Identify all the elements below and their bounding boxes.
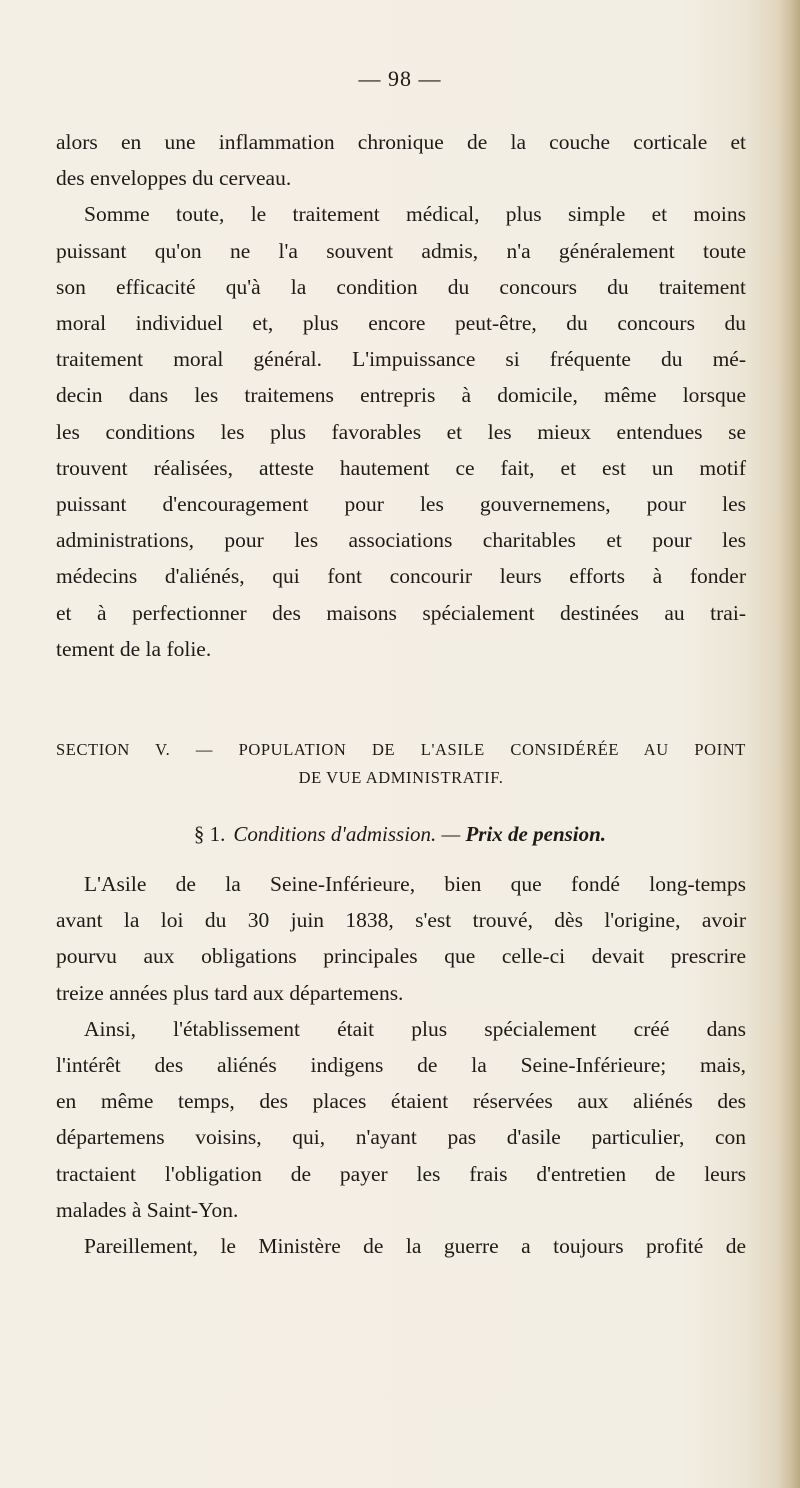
text-line: et à perfectionner des maisons spécialement destinées au trai-	[56, 600, 746, 625]
text-line: tractaient l'obligation de payer les frais d'entretien de leurs	[56, 1161, 746, 1186]
section-heading-line: SECTION V. — POPULATION DE L'ASILE CONSIDÉRÉE AU POINT	[56, 740, 746, 759]
text-line: traitement moral général. L'impuissance si fréquente du mé-	[56, 347, 746, 372]
text-line: trouvent réalisées, atteste hautement ce fait, et est un motif	[56, 455, 746, 480]
text-line: avant la loi du 30 juin 1838, s'est trouvé, dès l'origine, avoir	[56, 908, 746, 933]
page-edge-shadow	[778, 0, 800, 1488]
text-line: Somme toute, le traitement médical, plus simple et moins	[84, 202, 746, 227]
text-line: Pareillement, le Ministère de la guerre a toujours profité de	[84, 1234, 746, 1259]
text-line: alors en une inflammation chronique de la couche corticale et	[56, 130, 746, 154]
text-line: Ainsi, l'établissement était plus spécialement créé dans	[84, 1016, 746, 1041]
text-line: son efficacité qu'à la condition du concours du traitement	[56, 274, 746, 299]
text-line: treize années plus tard aux départemens.	[56, 980, 404, 1005]
page-number: — 98 —	[358, 66, 442, 91]
subsection-title-2: Prix de pension.	[465, 822, 607, 846]
subsection-heading	[0, 822, 800, 847]
text-line: tement de la folie.	[56, 636, 212, 661]
subsection-title: Conditions d'admission.	[233, 822, 437, 846]
section-heading-line: DE VUE ADMINISTRATIF.	[298, 768, 504, 787]
section-sign: § 1.	[193, 822, 226, 846]
text-line: pourvu aux obligations principales que celle-ci devait prescrire	[56, 944, 746, 969]
text-line: puissant d'encouragement pour les gouvernemens, pour les	[56, 492, 746, 517]
section-heading	[56, 736, 746, 792]
text-line: puissant qu'on ne l'a souvent admis, n'a généralement toute	[56, 238, 746, 263]
text-line: malades à Saint-Yon.	[56, 1197, 239, 1222]
text-line: administrations, pour les associations charitables et pour les	[56, 528, 746, 553]
text-line: l'intérêt des aliénés indigens de la Seine-Inférieure; mais,	[56, 1053, 746, 1078]
text-line: en même temps, des places étaient réservées aux aliénés des	[56, 1089, 746, 1114]
text-line: départemens voisins, qui, n'ayant pas d'asile particulier, con	[56, 1125, 746, 1150]
paragraph-1	[56, 124, 746, 667]
text-line: médecins d'aliénés, qui font concourir leurs efforts à fonder	[56, 564, 746, 589]
subsection-dash: —	[436, 822, 466, 846]
text-line: des enveloppes du cerveau.	[56, 166, 292, 191]
text-line: moral individuel et, plus encore peut-être, du concours du	[56, 311, 746, 336]
paragraph-2	[56, 866, 746, 1264]
text-line: les conditions les plus favorables et les mieux entendues se	[56, 419, 746, 444]
text-line: decin dans les traitemens entrepris à domicile, même lorsque	[56, 383, 746, 408]
text-line: L'Asile de la Seine-Inférieure, bien que fondé long-temps	[84, 872, 746, 896]
